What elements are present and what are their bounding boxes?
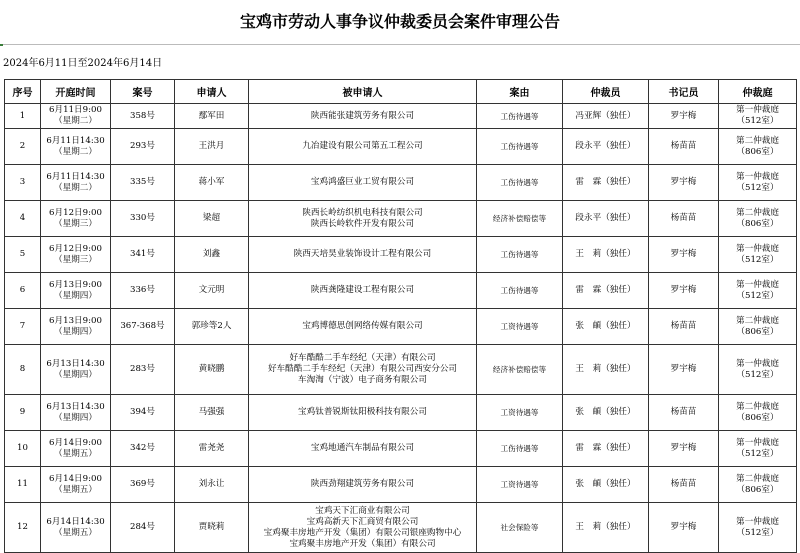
cell-court <box>719 104 797 129</box>
clerk-name: 罗宇梅 <box>670 249 697 259</box>
header-court: 仲裁庭 <box>719 80 797 104</box>
court-name: 第一仲裁庭 <box>736 437 779 448</box>
cell-case <box>111 503 175 553</box>
hearing-weekday: （星期五） <box>54 527 97 538</box>
hearing-time: 6月12日9:00 <box>49 243 102 254</box>
court-name: 第一仲裁庭 <box>736 243 779 254</box>
case-cause: 工资待遇等 <box>500 322 539 331</box>
arbitrator-name: 雷 霖（独任） <box>575 285 636 295</box>
cell-court <box>719 345 797 395</box>
cell-respondent <box>249 395 477 431</box>
cell-time <box>41 467 111 503</box>
cell-time <box>41 309 111 345</box>
cell-cause <box>477 273 563 309</box>
clerk-name: 罗宇梅 <box>670 364 697 374</box>
cell-clerk <box>649 467 719 503</box>
cell-respondent <box>249 503 477 553</box>
cell-cause <box>477 309 563 345</box>
cell-applicant <box>175 345 249 395</box>
hearing-time: 6月11日14:30 <box>46 135 105 146</box>
cell-arbitrator <box>563 309 649 345</box>
case-number: 335号 <box>130 177 155 187</box>
table-row <box>5 201 797 237</box>
cell-case <box>111 104 175 129</box>
cell-arbitrator <box>563 201 649 237</box>
applicant-name: 刘鑫 <box>202 249 221 259</box>
cell-no <box>5 237 41 273</box>
case-number: 342号 <box>130 443 155 453</box>
table-row <box>5 467 797 503</box>
header-clerk: 书记员 <box>649 80 719 104</box>
cell-clerk <box>649 431 719 467</box>
cell-time <box>41 431 111 467</box>
cell-respondent <box>249 273 477 309</box>
cell-court <box>719 237 797 273</box>
cell-clerk <box>649 503 719 553</box>
cell-case <box>111 201 175 237</box>
case-cause: 工伤待遇等 <box>500 178 539 187</box>
cell-court <box>719 467 797 503</box>
court-room: （806室） <box>736 484 779 495</box>
court-room: （806室） <box>736 412 779 423</box>
cell-no <box>5 309 41 345</box>
case-cause: 工伤待遇等 <box>500 142 539 151</box>
cell-case <box>111 395 175 431</box>
cell-no <box>5 345 41 395</box>
row-number: 6 <box>19 285 26 295</box>
arbitrator-name: 王 莉（独任） <box>575 364 636 374</box>
row-number: 11 <box>17 479 28 489</box>
case-number: 284号 <box>130 522 155 532</box>
applicant-name: 郭珍等2人 <box>191 321 232 331</box>
cell-arbitrator <box>563 395 649 431</box>
case-number: 367-368号 <box>120 321 165 331</box>
hearing-weekday: （星期三） <box>54 254 97 265</box>
cell-court <box>719 309 797 345</box>
cell-respondent <box>249 201 477 237</box>
arbitrator-name: 张 頔（独任） <box>575 407 636 417</box>
hearing-weekday: （星期四） <box>54 369 97 380</box>
cell-cause <box>477 165 563 201</box>
cell-respondent <box>249 309 477 345</box>
arbitrator-name: 王 莉（独任） <box>575 522 636 532</box>
cell-court <box>719 395 797 431</box>
cell-court <box>719 431 797 467</box>
clerk-name: 杨苗苗 <box>670 213 697 223</box>
respondent-name: 陕西天培昊业装饰设计工程有限公司 <box>293 249 432 259</box>
hearing-time: 6月13日14:30 <box>46 358 105 369</box>
cell-time <box>41 395 111 431</box>
case-cause: 工伤待遇等 <box>500 111 539 121</box>
applicant-name: 刘永让 <box>198 479 225 489</box>
cell-no <box>5 165 41 201</box>
table-row <box>5 237 797 273</box>
hearing-time: 6月14日9:00 <box>49 437 102 448</box>
hearing-time: 6月14日14:30 <box>46 516 105 527</box>
respondent-name: 陕西劲翔建筑劳务有限公司 <box>310 479 415 489</box>
cell-no <box>5 431 41 467</box>
header-applicant: 申请人 <box>175 80 249 104</box>
respondent-name: 陕西长岭软件开发有限公司 <box>310 218 415 229</box>
case-cause: 工资待遇等 <box>500 408 539 417</box>
hearing-time: 6月12日9:00 <box>49 207 102 218</box>
respondent-name: 宝鸡地通汽车制品有限公司 <box>310 443 415 453</box>
cell-time <box>41 345 111 395</box>
cell-clerk <box>649 104 719 129</box>
cell-arbitrator <box>563 345 649 395</box>
cell-cause <box>477 129 563 165</box>
header-no: 序号 <box>5 80 41 104</box>
clerk-name: 杨苗苗 <box>670 141 697 151</box>
case-number: 283号 <box>130 364 155 374</box>
cell-applicant <box>175 104 249 129</box>
row-number: 9 <box>19 407 26 417</box>
cell-applicant <box>175 395 249 431</box>
court-name: 第二仲裁庭 <box>736 401 779 412</box>
cell-respondent <box>249 467 477 503</box>
cell-clerk <box>649 273 719 309</box>
court-room: （806室） <box>736 146 779 157</box>
header-time: 开庭时间 <box>41 80 111 104</box>
hearing-weekday: （星期五） <box>54 448 97 459</box>
court-name: 第二仲裁庭 <box>736 207 779 218</box>
applicant-name: 文元明 <box>198 285 225 295</box>
respondent-name: 陕西长岭纺织机电科技有限公司 <box>302 207 423 218</box>
case-cause: 经济补偿赔偿等 <box>492 365 547 374</box>
clerk-name: 罗宇梅 <box>670 443 697 453</box>
cell-time <box>41 201 111 237</box>
hearing-time: 6月11日9:00 <box>49 105 102 115</box>
table-row <box>5 309 797 345</box>
court-room: （512室） <box>736 182 779 193</box>
court-room: （806室） <box>736 218 779 229</box>
cell-cause <box>477 104 563 129</box>
court-room: （512室） <box>736 448 779 459</box>
cell-applicant <box>175 273 249 309</box>
respondent-name: 车淘淘（宁波）电子商务有限公司 <box>298 375 427 385</box>
cell-no <box>5 273 41 309</box>
arbitrator-name: 雷 霖（独任） <box>575 443 636 453</box>
cell-clerk <box>649 237 719 273</box>
court-room: （806室） <box>736 326 779 337</box>
cell-case <box>111 467 175 503</box>
cell-respondent <box>249 237 477 273</box>
cell-respondent <box>249 104 477 129</box>
court-room: （512室） <box>736 116 779 126</box>
cell-court <box>719 273 797 309</box>
clerk-name: 杨苗苗 <box>670 407 697 417</box>
cell-cause <box>477 345 563 395</box>
row-number: 1 <box>19 110 26 121</box>
case-cause: 社会保险等 <box>500 523 539 532</box>
respondent-name: 九冶建设有限公司第五工程公司 <box>302 141 423 151</box>
cell-applicant <box>175 201 249 237</box>
cell-applicant <box>175 467 249 503</box>
respondent-name: 宝鸡高新天下汇商贸有限公司 <box>306 516 419 527</box>
cell-court <box>719 129 797 165</box>
hearing-weekday: （星期四） <box>54 290 97 301</box>
cell-cause <box>477 503 563 553</box>
cell-clerk <box>649 201 719 237</box>
cell-clerk <box>649 129 719 165</box>
cell-no <box>5 503 41 553</box>
row-number: 3 <box>19 177 26 187</box>
cell-court <box>719 165 797 201</box>
table-row <box>5 431 797 467</box>
header-arbitrator: 仲裁员 <box>563 80 649 104</box>
table-row <box>5 395 797 431</box>
arbitrator-name: 冯亚辉（独任） <box>575 110 636 121</box>
hearing-weekday: （星期二） <box>54 182 97 193</box>
cell-case <box>111 129 175 165</box>
respondent-name: 宝鸡聚丰房地产开发（集团）有限公司银座购物中心 <box>263 527 462 538</box>
cell-case <box>111 309 175 345</box>
clerk-name: 罗宇梅 <box>670 285 697 295</box>
respondent-name: 宝鸡聚丰房地产开发（集团）有限公司 <box>289 538 436 549</box>
respondent-name: 陕西能张建筑劳务有限公司 <box>310 110 415 121</box>
arbitrator-name: 张 頔（独任） <box>575 479 636 489</box>
table-row <box>5 104 797 129</box>
cell-cause <box>477 467 563 503</box>
cell-no <box>5 129 41 165</box>
cell-applicant <box>175 237 249 273</box>
case-cause: 工伤待遇等 <box>500 444 539 453</box>
applicant-name: 马强强 <box>198 407 225 417</box>
court-name: 第二仲裁庭 <box>736 135 779 146</box>
cell-applicant <box>175 129 249 165</box>
respondent-name: 宝鸡鸿盛巨业工贸有限公司 <box>310 177 415 187</box>
cell-clerk <box>649 165 719 201</box>
respondent-name: 宝鸡钛普锐斯钛阳极科技有限公司 <box>298 407 427 417</box>
cell-no <box>5 201 41 237</box>
cell-respondent <box>249 345 477 395</box>
case-cause: 经济补偿赔偿等 <box>492 214 547 223</box>
row-number: 7 <box>19 321 26 331</box>
cell-respondent <box>249 165 477 201</box>
applicant-name: 贾晓莉 <box>198 522 225 532</box>
case-cause: 工伤待遇等 <box>500 250 539 259</box>
respondent-name: 宝鸡博德思创网络传媒有限公司 <box>302 321 423 331</box>
case-number: 341号 <box>130 249 155 259</box>
applicant-name: 梁超 <box>202 213 221 223</box>
court-name: 第二仲裁庭 <box>736 473 779 484</box>
cell-cause <box>477 395 563 431</box>
cell-time <box>41 237 111 273</box>
hearing-weekday: （星期五） <box>54 484 97 495</box>
table-row <box>5 273 797 309</box>
cell-case <box>111 273 175 309</box>
cell-case <box>111 345 175 395</box>
cell-arbitrator <box>563 467 649 503</box>
hearing-weekday: （星期三） <box>54 218 97 229</box>
row-number: 8 <box>19 364 26 374</box>
cell-arbitrator <box>563 129 649 165</box>
hearing-weekday: （星期四） <box>54 412 97 423</box>
applicant-name: 蒋小军 <box>198 177 225 187</box>
hearing-time: 6月11日14:30 <box>46 171 105 182</box>
arbitrator-name: 王 莉（独任） <box>575 249 636 259</box>
table-header-row <box>5 80 797 104</box>
page-title: 宝鸡市劳动人事争议仲裁委员会案件审理公告 <box>239 12 560 31</box>
cell-time <box>41 503 111 553</box>
cell-arbitrator <box>563 503 649 553</box>
cell-cause <box>477 201 563 237</box>
cell-respondent <box>249 129 477 165</box>
row-number: 2 <box>19 141 26 151</box>
court-name: 第一仲裁庭 <box>736 171 779 182</box>
cell-arbitrator <box>563 165 649 201</box>
hearing-time: 6月13日9:00 <box>49 315 102 326</box>
table-row <box>5 165 797 201</box>
cell-no <box>5 395 41 431</box>
clerk-name: 杨苗苗 <box>670 321 697 331</box>
hearing-time: 6月13日9:00 <box>49 279 102 290</box>
applicant-name: 黄晓鹏 <box>198 364 225 374</box>
case-number: 394号 <box>130 407 155 417</box>
respondent-name: 陕西龚隆建设工程有限公司 <box>310 285 415 295</box>
court-room: （512室） <box>736 527 779 538</box>
cell-cause <box>477 431 563 467</box>
cell-applicant <box>175 431 249 467</box>
header-divider <box>0 44 800 45</box>
table-row <box>5 129 797 165</box>
cell-court <box>719 503 797 553</box>
hearing-weekday: （星期二） <box>54 146 97 157</box>
clerk-name: 罗宇梅 <box>670 522 697 532</box>
cell-case <box>111 165 175 201</box>
respondent-name: 宝鸡天下汇商业有限公司 <box>315 505 410 516</box>
arbitrator-name: 段永平（独任） <box>575 141 636 151</box>
cell-clerk <box>649 345 719 395</box>
hearing-weekday: （星期二） <box>54 116 97 126</box>
court-name: 第二仲裁庭 <box>736 315 779 326</box>
case-number: 358号 <box>130 110 155 121</box>
case-number: 336号 <box>130 285 155 295</box>
hearing-weekday: （星期四） <box>54 326 97 337</box>
cell-case <box>111 431 175 467</box>
cell-clerk <box>649 309 719 345</box>
applicant-name: 鄢军田 <box>198 110 225 121</box>
court-name: 第一仲裁庭 <box>736 358 779 369</box>
court-room: （512室） <box>736 369 779 380</box>
hearing-time: 6月14日9:00 <box>49 473 102 484</box>
case-number: 369号 <box>130 479 155 489</box>
cell-clerk <box>649 395 719 431</box>
hearing-time: 6月13日14:30 <box>46 401 105 412</box>
cell-cause <box>477 237 563 273</box>
respondent-name: 好车酷酷二手车经纪（天津）有限公司西安分公司 <box>267 364 458 374</box>
case-number: 293号 <box>130 141 155 151</box>
respondent-name: 好车酷酷二手车经纪（天津）有限公司 <box>289 353 436 363</box>
row-number: 5 <box>19 249 26 259</box>
cell-applicant <box>175 165 249 201</box>
table-row <box>5 345 797 395</box>
applicant-name: 雷尧尧 <box>198 443 225 453</box>
court-room: （512室） <box>736 290 779 301</box>
row-number: 4 <box>19 213 26 223</box>
court-room: （512室） <box>736 254 779 265</box>
cell-arbitrator <box>563 273 649 309</box>
clerk-name: 罗宇梅 <box>670 177 697 187</box>
arbitrator-name: 张 頔（独任） <box>575 321 636 331</box>
header-cause: 案由 <box>477 80 563 104</box>
hearing-schedule-table <box>4 79 797 553</box>
cell-no <box>5 467 41 503</box>
cell-court <box>719 201 797 237</box>
cell-arbitrator <box>563 237 649 273</box>
cell-respondent <box>249 431 477 467</box>
cell-applicant <box>175 309 249 345</box>
case-number: 330号 <box>130 213 155 223</box>
cell-no <box>5 104 41 129</box>
arbitrator-name: 段永平（独任） <box>575 213 636 223</box>
applicant-name: 王洪月 <box>198 141 225 151</box>
court-name: 第一仲裁庭 <box>736 516 779 527</box>
cell-case <box>111 237 175 273</box>
cell-applicant <box>175 503 249 553</box>
row-number: 12 <box>17 522 28 532</box>
row-number: 10 <box>17 443 28 453</box>
date-range: 2024年6月11日至2024年6月14日 <box>3 58 163 69</box>
header-respondent: 被申请人 <box>249 80 477 104</box>
court-name: 第一仲裁庭 <box>736 279 779 290</box>
cell-time <box>41 104 111 129</box>
cell-arbitrator <box>563 431 649 467</box>
court-name: 第一仲裁庭 <box>736 105 779 115</box>
clerk-name: 杨苗苗 <box>670 479 697 489</box>
case-cause: 工资待遇等 <box>500 480 539 489</box>
header-case: 案号 <box>111 80 175 104</box>
cell-arbitrator <box>563 104 649 129</box>
cell-time <box>41 129 111 165</box>
case-cause: 工伤待遇等 <box>500 286 539 295</box>
clerk-name: 罗宇梅 <box>670 110 697 121</box>
cell-time <box>41 165 111 201</box>
arbitrator-name: 雷 霖（独任） <box>575 177 636 187</box>
table-row <box>5 503 797 553</box>
cell-time <box>41 273 111 309</box>
corner-mark <box>0 44 3 46</box>
